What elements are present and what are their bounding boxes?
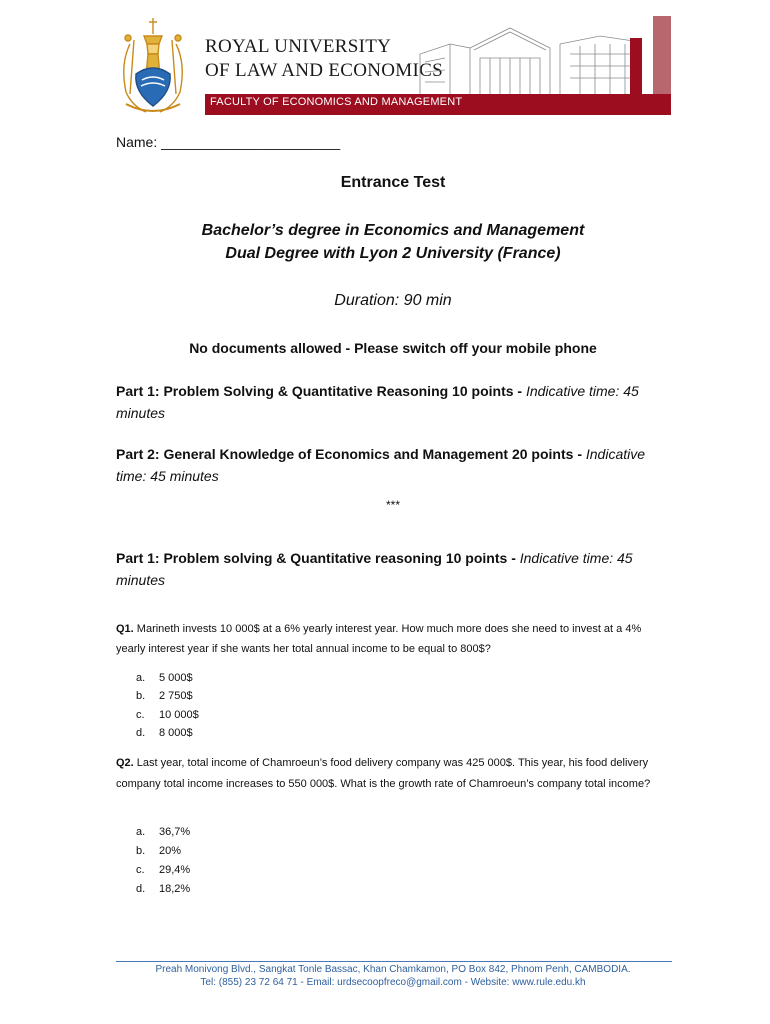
question-2-option-b xyxy=(136,842,181,860)
option-letter: d. xyxy=(136,883,146,895)
section1-time: Indicative time: 45 minutes xyxy=(116,550,633,588)
question-2-text: Last year, total income of Chamroeun’s food delivery company was 425 000$. This year, his food delivery company total income increases to 550 000$. What is the growth rate of Chamroeun’s company total income? xyxy=(116,757,651,790)
faculty-name: FACULTY OF ECONOMICS AND MANAGEMENT xyxy=(210,96,463,108)
option-text: 8 000$ xyxy=(159,727,193,739)
option-text: 20% xyxy=(159,845,182,857)
name-field: Name: _______________________ xyxy=(116,134,341,150)
overview-part1-time: Indicative time: 45 minutes xyxy=(116,383,639,421)
question-2 xyxy=(116,753,672,795)
overview-part1-title: Part 1: Problem Solving & Quantitative Reasoning 10 points - xyxy=(116,383,526,399)
exam-rules: No documents allowed - Please switch off your mobile phone xyxy=(189,340,597,356)
overview-part2-time: Indicative time: 45 minutes xyxy=(116,446,646,484)
option-letter: b. xyxy=(136,845,146,857)
decorative-bar-light xyxy=(653,16,671,94)
option-letter: d. xyxy=(136,727,146,739)
option-text: 18,2% xyxy=(159,883,191,895)
option-text: 36,7% xyxy=(159,826,191,838)
question-2-label: Q2. xyxy=(116,757,134,769)
footer-contact: Tel: (855) 23 72 64 71 - Email: urdsecoopfreco@gmail.com - Website: www.rule.edu.kh xyxy=(200,977,586,988)
question-1-option-a xyxy=(136,669,193,687)
question-2-option-a xyxy=(136,823,190,841)
question-1-text: Marineth invests 10 000$ at a 6% yearly interest year. How much more does she need to invest at a 4% yearly interest year if she wants her total annual income to be equal to 800$? xyxy=(116,623,642,655)
footer-address: Preah Monivong Blvd., Sangkat Tonle Bassac, Khan Chamkamon, PO Box 842, Phnom Penh, CAMBODIA. xyxy=(155,964,631,975)
question-1 xyxy=(116,619,672,659)
university-name-line1: ROYAL UNIVERSITY xyxy=(205,36,392,57)
subtitle-degree: Bachelor’s degree in Economics and Management xyxy=(201,222,585,239)
duration: Duration: 90 min xyxy=(334,292,452,309)
option-letter: b. xyxy=(136,690,146,702)
decorative-bar-dark xyxy=(630,38,642,94)
option-letter: c. xyxy=(136,709,145,721)
university-name-line2: OF LAW AND ECONOMICS xyxy=(205,60,443,81)
university-crest-icon xyxy=(114,14,192,118)
page-title: Entrance Test xyxy=(340,174,446,191)
overview-part2-title: Part 2: General Knowledge of Economics and Management 20 points - xyxy=(116,446,586,462)
option-letter: c. xyxy=(136,864,145,876)
option-text: 2 750$ xyxy=(159,690,193,702)
subtitle-dual-degree: Dual Degree with Lyon 2 University (France) xyxy=(225,245,561,262)
footer-divider xyxy=(116,961,672,962)
section1-heading xyxy=(116,547,672,591)
section1-title: Part 1: Problem solving & Quantitative reasoning 10 points - xyxy=(116,550,520,566)
section-separator: *** xyxy=(385,498,400,512)
option-letter: a. xyxy=(136,672,146,684)
overview-part2 xyxy=(116,443,672,487)
overview-part1 xyxy=(116,380,672,424)
question-2-option-d xyxy=(136,880,190,898)
question-1-option-c xyxy=(136,706,199,724)
question-1-option-d xyxy=(136,724,193,742)
option-letter: a. xyxy=(136,826,146,838)
option-text: 10 000$ xyxy=(159,709,199,721)
building-sketch-icon xyxy=(410,14,660,100)
option-text: 29,4% xyxy=(159,864,191,876)
question-1-label: Q1. xyxy=(116,623,134,635)
question-2-option-c xyxy=(136,861,190,879)
option-text: 5 000$ xyxy=(159,672,193,684)
question-1-option-b xyxy=(136,687,193,705)
